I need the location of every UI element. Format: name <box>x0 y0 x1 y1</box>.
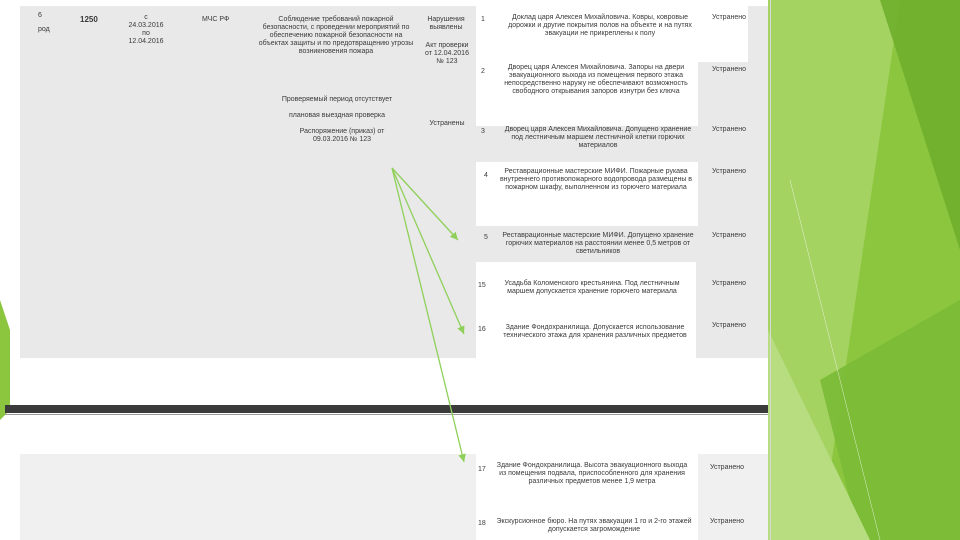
item-status: Устранено <box>710 518 744 525</box>
item-text: Дворец царя Алексея Михайловича. Допущено хранение под лестничным маршем лестничной клетки горючих материалов <box>504 126 692 149</box>
arrow-to-item-16 <box>392 168 464 334</box>
item-status: Устранено <box>712 280 746 287</box>
item-status: Устранено <box>712 14 746 21</box>
row-requirement: Соблюдение требований пожарной безопасности, с проведении мероприятий по обеспечению пожарной безопасности на объектах защиты и по предотвращению угрозы возникновения пожара <box>258 16 414 55</box>
item-text: Здание Фондохранилища. Высота эвакуационного выхода из помещения подвала, приспособленного для хранения различных предметов менее 1,9 метра <box>496 462 688 485</box>
row-unit: род <box>38 26 50 33</box>
item-status: Устранено <box>712 168 746 175</box>
row-fixed: Устранены <box>429 120 465 127</box>
item-number: 3 <box>481 128 485 135</box>
item-status: Устранено <box>712 66 746 73</box>
item-status: Устранено <box>712 232 746 239</box>
item-number: 16 <box>478 326 486 333</box>
item-number: 4 <box>484 172 488 179</box>
item-status: Устранено <box>712 126 746 133</box>
arrow-to-item-5 <box>392 168 458 240</box>
row-order: Распоряжение (приказ) от 09.03.2016 № 123 <box>299 128 385 143</box>
row-dates: с 24.03.2016 по 12.04.2016 <box>128 14 164 45</box>
item-number: 5 <box>484 234 488 241</box>
item-number: 17 <box>478 466 486 473</box>
item-number: 2 <box>481 68 485 75</box>
item-number: 15 <box>478 282 486 289</box>
item-text: Экскурсионное бюро. На путях эвакуации 1 го и 2-го этажей допускается загромождение <box>496 518 692 533</box>
item-number: 1 <box>481 16 485 23</box>
item-text: Реставрационные мастерские МИФИ. Пожарные рукава внутреннего противопожарного водопровода размещены в пожарном шкафу, выполненном из горючего материала <box>499 168 693 191</box>
item-text: Реставрационные мастерские МИФИ. Допущено хранение горючих материалов на расстоянии менее 0,5 метров от светильников <box>502 232 694 255</box>
row-organization: МЧС РФ <box>202 16 230 23</box>
item-text: Дворец царя Алексея Михайловича. Запоры на двери эвакуационного выхода из помещения первого этажа непосредственно наружу не обеспечивают возможность свободного открывания запоров изнутри без ключа <box>504 64 688 95</box>
row-id: 1250 <box>80 15 98 24</box>
item-text: Здание Фондохранилища. Допускается использование технического этажа для хранения различных предметов <box>503 324 687 339</box>
row-check-type: плановая выездная проверка <box>288 112 386 119</box>
item-text: Усадьба Коломенского крестьянина. Под лестничным маршем допускается хранение горючего материала <box>504 280 680 295</box>
item-text: Доклад царя Алексея Михайловича. Ковры, ковровые дорожки и другие покрытия полов на объекте и на путях эвакуации не прикреплены к полу <box>508 14 692 37</box>
item-status: Устранено <box>710 464 744 471</box>
item-status: Устранено <box>712 322 746 329</box>
row-act: Акт проверки от 12.04.2016 № 123 <box>425 42 469 65</box>
row-violations: Нарушения выявлены <box>427 16 465 31</box>
arrow-to-item-17 <box>392 168 464 462</box>
row-number: 6 <box>38 12 42 19</box>
row-period: Проверяемый период отсутствует <box>281 96 393 103</box>
item-number: 18 <box>478 520 486 527</box>
